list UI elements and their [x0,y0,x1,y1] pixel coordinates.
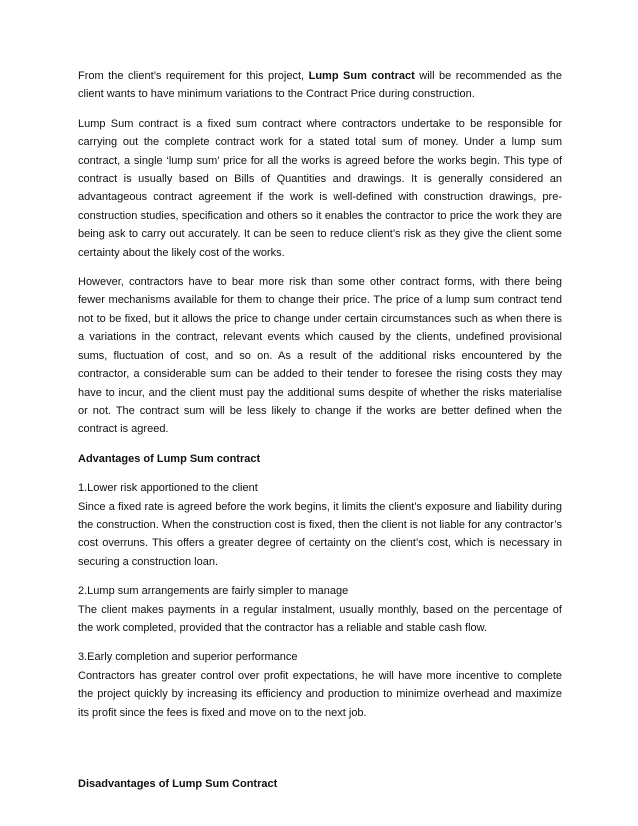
advantage-2-body: The client makes payments in a regular instalment, usually monthly, based on the percentage of the work completed, provided that the contractor has a reliable and stable cash flow. [78,603,562,634]
intro-text-start: From the client’s requirement for this project, [78,70,309,82]
spacer [78,637,562,648]
advantage-1-body: Since a fixed rate is agreed before the work begins, it limits the client’s exposure and liability during the construction. When the construction cost is fixed, then the client is not liable for any contractor’s cost overruns. This offers a greater degree of certainty on the client’s cost, which is necessary in securing a construction loan. [78,500,562,568]
intro-paragraph [78,67,562,104]
spacer [78,468,562,479]
advantage-3-title: 3.Early completion and superior performance [78,651,298,664]
document-page [78,67,562,793]
disadvantages-heading: Disadvantages of Lump Sum Contract [78,778,278,790]
intro-text-end: will be recommended as the client wants to have minimum variations to the Contract Price during construction. [78,70,562,101]
advantage-2-title: 2.Lump sum arrangements are fairly simpler to manage [78,585,349,598]
intro-bold-term: Lump Sum contract [308,70,415,82]
advantages-heading: Advantages of Lump Sum contract [78,452,261,465]
risk-paragraph: However, contractors have to bear more risk than some other contract forms, with there being fewer mechanisms available for them to change their price. The price of a lump sum contract tend not to be fixed, but it allows the price to change under certain circumstances such as when there is a variations in the contract, relevant events which caused by the clients, undefined provisional sums, fluctuation of cost, and so on. As a result of the additional risks encountered by the contractor, a considerable sum can be added to their tender to foresee the rising costs they may have to incur, and the client must pay the additional sums despite of whether the risks materialise or not. The contract sum will be less likely to change if the works are better defined when the contract is agreed. [78,276,562,436]
spacer [78,439,562,450]
advantage-3-body: Contractors has greater control over profit expectations, he will have more incentive to complete the project quickly by increasing its efficiency and production to minimize overhead and maximize its profit since the fees is fixed and move on to the next job. [78,669,562,719]
spacer [78,104,562,115]
spacer [78,722,562,775]
advantage-1-title: 1.Lower risk apportioned to the client [78,482,258,495]
spacer [78,262,562,273]
definition-paragraph: Lump Sum contract is a fixed sum contract where contractors undertake to be responsible for carrying out the complete contract work for a stated total sum of money. Under a lump sum contract, a single ‘lump sum’ price for all the works is agreed before the works begin. This type of contract is usually based on Bills of Quantities and drawings. It is generally considered an advantageous contract agreement if the work is well-defined with construction drawings, pre-construction studies, specification and others so it enables the contractor to price the work they are being ask to carry out accurately. It can be seen to reduce client’s risk as they give the client some certainty about the likely cost of the works. [78,117,562,259]
spacer [78,571,562,582]
